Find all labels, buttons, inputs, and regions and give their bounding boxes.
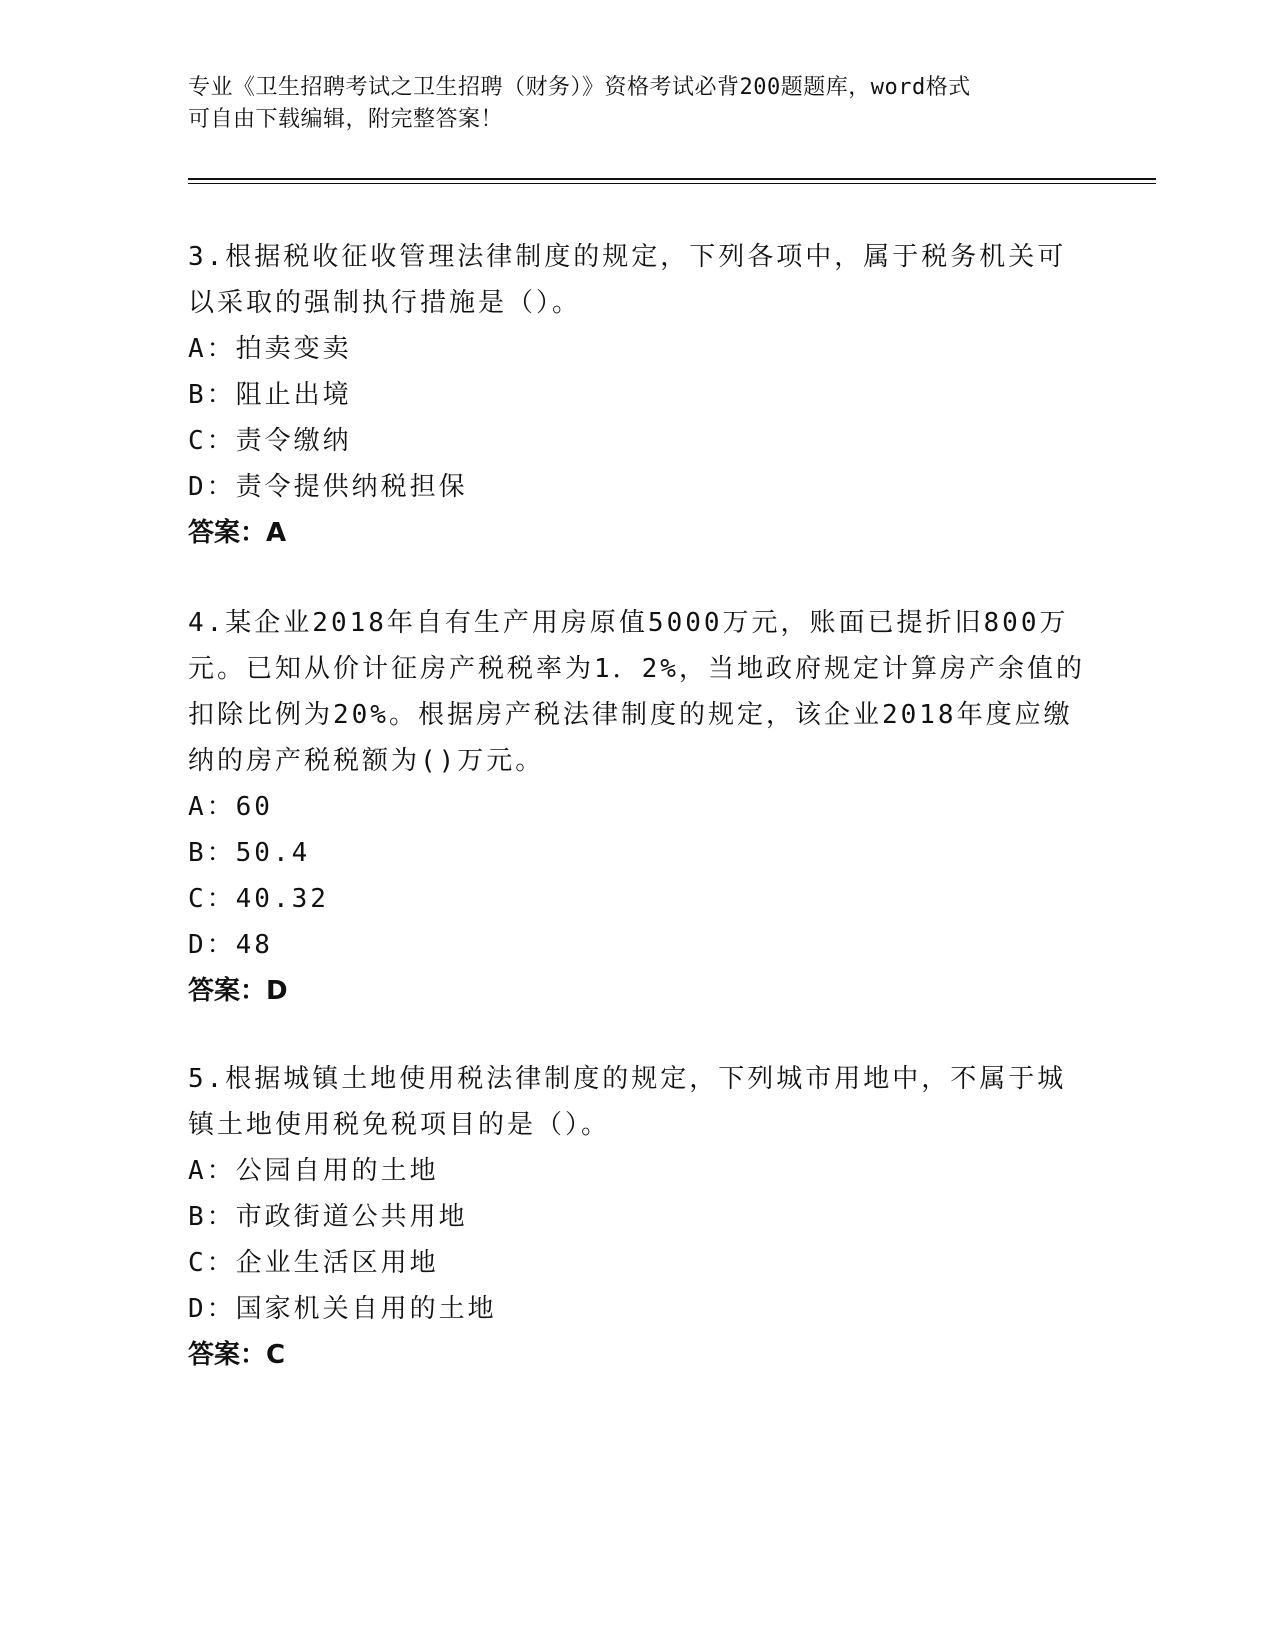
header-divider-thick [188, 178, 1156, 180]
option-c: C：40.32 [188, 884, 329, 914]
option-d: D：国家机关自用的土地 [188, 1294, 497, 1324]
option-b: B：市政街道公共用地 [188, 1202, 468, 1232]
answer-label: 答案：C [188, 1340, 286, 1370]
option-d: D：48 [188, 930, 273, 960]
question-stem: 5.根据城镇土地使用税法律制度的规定，下列城市用地中，不属于城镇土地使用税免税项目的是（）。 [188, 1064, 1067, 1140]
answer-label: 答案：D [188, 976, 288, 1006]
option-c: C：责令缴纳 [188, 426, 352, 456]
answer-label: 答案：A [188, 518, 287, 548]
header-divider-thin [188, 183, 1156, 184]
option-b: B：50.4 [188, 838, 311, 868]
question-block-3 [188, 234, 1088, 556]
header-line-2: 可自由下载编辑，附完整答案！ [188, 107, 504, 132]
question-stem: 4.某企业2018年自有生产用房原值5000万元，账面已提折旧800万元。已知从价计征房产税税率为1．2%，当地政府规定计算房产余值的扣除比例为20%。根据房产税法律制度的规定，该企业2018年度应缴纳的房产税税额为()万元。 [188, 608, 1085, 776]
question-stem: 3.根据税收征收管理法律制度的规定，下列各项中，属于税务机关可以采取的强制执行措施是（）。 [188, 242, 1067, 318]
option-b: B：阻止出境 [188, 380, 352, 410]
document-header [188, 72, 1068, 136]
option-a: A：拍卖变卖 [188, 334, 352, 364]
question-block-5 [188, 1056, 1088, 1378]
option-d: D：责令提供纳税担保 [188, 472, 468, 502]
option-c: C：企业生活区用地 [188, 1248, 439, 1278]
option-a: A：公园自用的土地 [188, 1156, 439, 1186]
option-a: A：60 [188, 792, 273, 822]
question-block-4 [188, 600, 1088, 1014]
header-line-1: 专业《卫生招聘考试之卫生招聘（财务）》资格考试必背200题题库，word格式 [188, 75, 971, 100]
